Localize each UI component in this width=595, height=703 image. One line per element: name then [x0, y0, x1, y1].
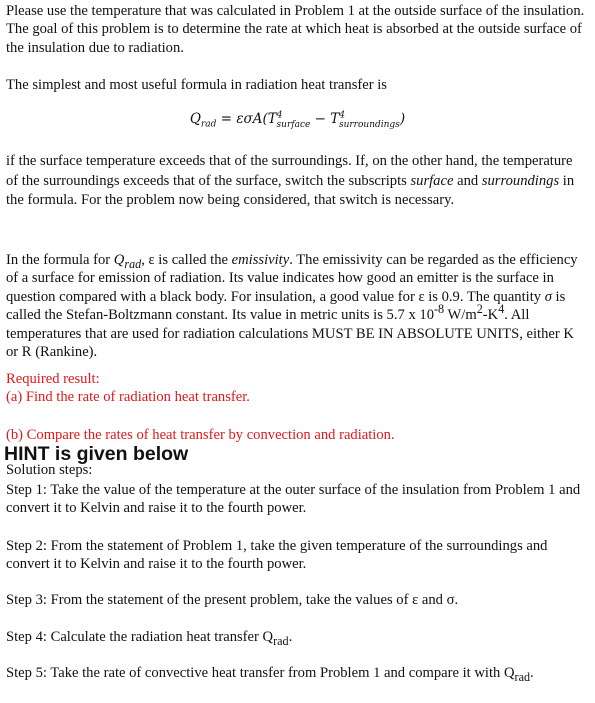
para3-q: Q: [113, 252, 125, 268]
step-5-end: .: [530, 665, 534, 681]
step-5-text: Step 5: Take the rate of convective heat transfer from Problem 1 and compare it with Q: [6, 665, 515, 681]
para3-exp2: 2: [476, 302, 483, 317]
para3-text-g: -K: [482, 307, 499, 324]
formula-intro: The simplest and most useful formula in radiation heat transfer is: [6, 77, 387, 93]
formula-minus: − T: [310, 111, 340, 127]
paragraph-emissivity: [6, 251, 586, 361]
para3-exp1: -8: [434, 302, 445, 317]
required-a: (a) Find the rate of radiation heat transfer.: [6, 389, 250, 405]
para3-emissivity: emissivity: [231, 252, 290, 268]
para3-text-a: In the formula for: [6, 252, 114, 268]
para2-surroundings: surroundings: [481, 172, 560, 189]
para3-sigma: σ: [544, 288, 552, 305]
para2-surface: surface: [410, 172, 454, 189]
hint-heading: HINT is given below: [4, 443, 189, 465]
para3-text-d: . The emissivity can be regarded as the efficiency of a surface for emission of radiation. Its value indicates how good an emitter is the surface in question compared with a black body. For insulation, a good value for ε is 0.9. The quantity: [6, 252, 578, 305]
formula-sup1: 4: [276, 110, 283, 121]
required-title: Required result:: [6, 371, 100, 387]
intro-paragraph: Please use the temperature that was calculated in Problem 1 at the outside surface of the insulation. The goal of this problem is to determine the rate at which heat is absorbed at the outside surface of the insulation due to radiation.: [6, 3, 585, 56]
step-4-text: Step 4: Calculate the radiation heat transfer Q: [6, 629, 274, 645]
step-2: Step 2: From the statement of Problem 1, take the given temperature of the surroundings and convert it to Kelvin and raise it to the fourth power.: [6, 538, 548, 573]
formula-sub1: surface: [276, 119, 311, 130]
para2-text-c: and: [453, 172, 482, 189]
para2-text-e: in the formula. For the problem now being considered, that switch is necessary.: [6, 172, 575, 208]
formula-lhs: Q: [189, 111, 201, 127]
step-4-sub: rad: [273, 633, 289, 648]
step-3: Step 3: From the statement of the present problem, take the values of ε and σ.: [6, 592, 459, 608]
step-4: [6, 628, 586, 646]
step-1: Step 1: Take the value of the temperature at the outer surface of the insulation from Problem 1 and convert it to Kelvin and raise it to the fourth power.: [6, 482, 581, 517]
para3-text-b: , ε is called the: [141, 252, 232, 268]
formula-body: εσA(T: [236, 111, 277, 127]
para3-text-f: W/m: [444, 307, 477, 324]
step-5-sub: rad: [514, 669, 531, 684]
formula-close: ): [399, 111, 406, 127]
formula-sub2: surroundings: [338, 119, 400, 130]
paragraph-switch: [6, 152, 586, 211]
solution-title: Solution steps:: [6, 462, 93, 478]
required-b: (b) Compare the rates of heat transfer by convection and radiation.: [6, 427, 395, 443]
step-4-end: .: [288, 629, 293, 645]
para3-exp3: 4: [498, 302, 505, 317]
para3-text-h: . All temperatures that are used for radiation calculations MUST BE IN ABSOLUTE UNITS, either K or R (Rankine).: [6, 307, 574, 361]
radiation-formula: [0, 110, 595, 130]
para2-text-a: if the surface temperature exceeds that of the surroundings. If, on the other hand, the temperature of the surroundings exceeds that of the surface, switch the subscripts: [6, 153, 573, 189]
para3-text-e: is called the Stefan-Boltzmann constant. Its value in metric units is 5.7 x 10: [6, 288, 566, 324]
formula-sup2: 4: [339, 110, 345, 121]
para3-qsub: rad: [124, 256, 142, 271]
step-5: [6, 664, 586, 682]
formula-lhs-sub: rad: [200, 119, 217, 130]
formula-equals: =: [216, 111, 237, 127]
